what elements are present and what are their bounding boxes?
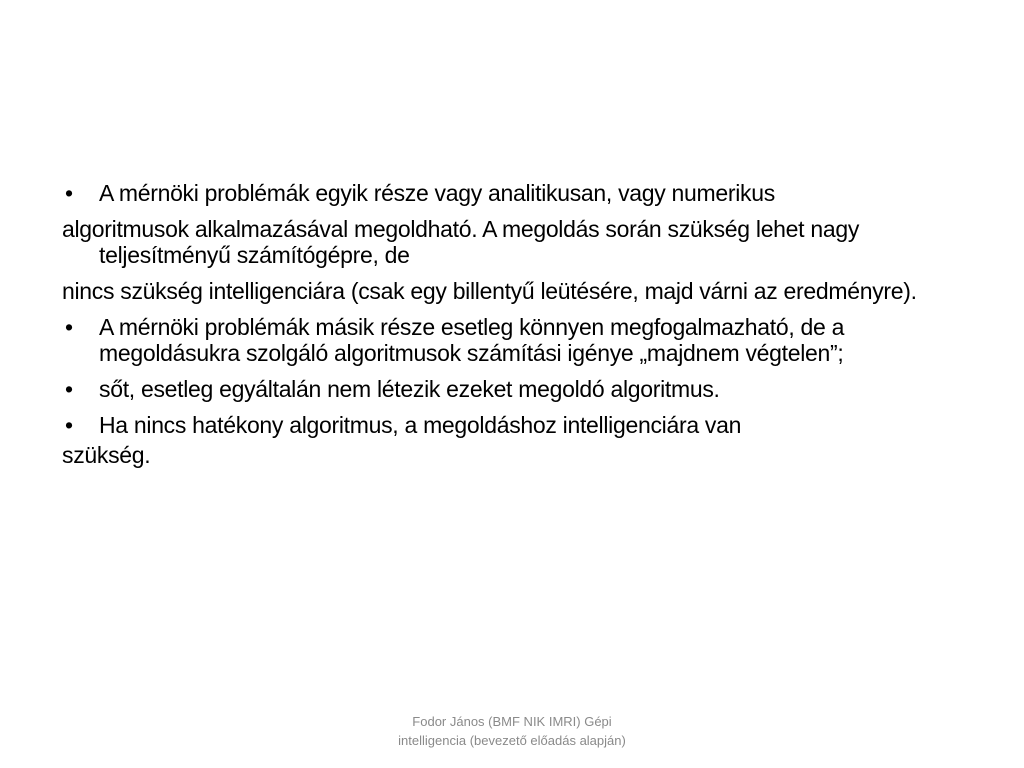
paragraph-text: A mérnöki problémák egyik része vagy analitikusan, vagy numerikus xyxy=(99,180,775,206)
slide-body xyxy=(62,180,962,478)
paragraph-text: A mérnöki problémák másik része esetleg könnyen megfogalmazható, de a megoldásukra szolgáló algoritmusok számítási igénye „majdnem végtelen”; xyxy=(99,314,845,366)
list-item xyxy=(62,180,962,206)
footer xyxy=(362,712,662,750)
paragraph-text: nincs szükség intelligenciára (csak egy billentyű leütésére, majd várni az eredményre). xyxy=(62,278,917,304)
list-item xyxy=(62,278,962,304)
bullet-icon: • xyxy=(65,376,73,402)
paragraph-text: sőt, esetleg egyáltalán nem létezik ezeket megoldó algoritmus. xyxy=(99,376,720,402)
bullet-icon: • xyxy=(65,314,73,340)
list-item xyxy=(62,376,962,402)
paragraph-text: szükség. xyxy=(62,442,151,468)
bullet-icon: • xyxy=(65,412,73,438)
list-item xyxy=(62,216,962,268)
footer-line-1: Fodor János (BMF NIK IMRI) Gépi xyxy=(412,714,612,729)
list-item xyxy=(62,314,962,366)
list-item xyxy=(62,442,962,468)
footer-line-2: intelligencia (bevezető előadás alapján) xyxy=(398,733,626,748)
paragraph-text: algoritmusok alkalmazásával megoldható. A megoldás során szükség lehet nagy teljesítményű számítógépre, de xyxy=(62,216,860,268)
paragraph-text: Ha nincs hatékony algoritmus, a megoldáshoz intelligenciára van xyxy=(99,412,742,438)
list-item xyxy=(62,412,962,438)
bullet-icon: • xyxy=(65,180,73,206)
